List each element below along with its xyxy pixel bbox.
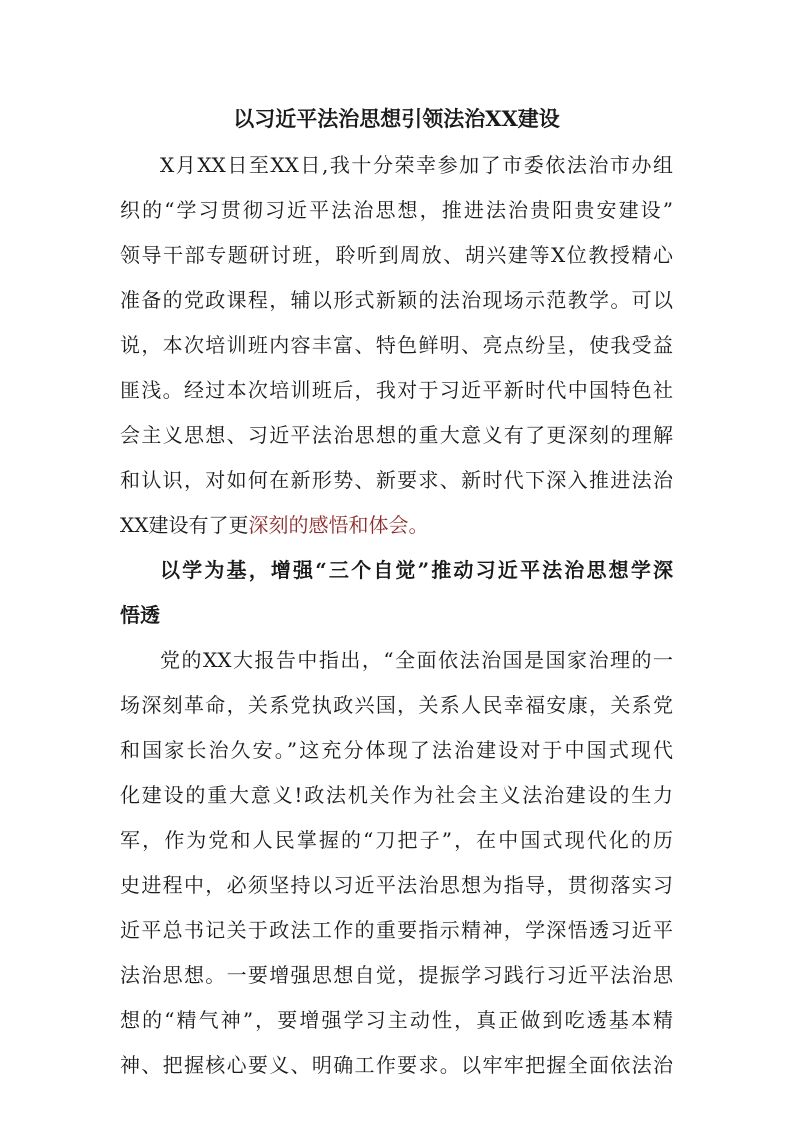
intro-line-3: 领导干部专题研讨班，聆听到周放、胡兴建等X位教授精心 bbox=[120, 243, 673, 267]
body-line-5: 军，作为党和人民掌握的“刀把子”，在中国式现代化的历 bbox=[120, 828, 673, 852]
section-heading-line-2: 悟透 bbox=[120, 603, 160, 627]
body-line-4: 化建设的重大意义!政法机关作为社会主义法治建设的生力 bbox=[120, 783, 673, 807]
body-line-2: 场深刻革命，关系党执政兴国，关系人民幸福安康，关系党 bbox=[120, 693, 673, 717]
intro-line-5: 说，本次培训班内容丰富、特色鲜明、亮点纷呈，使我受益 bbox=[120, 333, 673, 357]
intro-line-6: 匪浅。经过本次培训班后，我对于习近平新时代中国特色社 bbox=[120, 378, 673, 402]
body-line-1: 党的XX大报告中指出，“全面依法治国是国家治理的一 bbox=[160, 648, 673, 672]
body-line-6: 史进程中，必须坚持以习近平法治思想为指导，贯彻落实习 bbox=[120, 873, 673, 897]
intro-line-9 bbox=[120, 510, 673, 540]
intro-line-2: 织的“学习贯彻习近平法治思想，推进法治贵阳贵安建设” bbox=[120, 198, 673, 222]
intro-line-8: 和认识，对如何在新形势、新要求、新时代下深入推进法治 bbox=[120, 468, 673, 492]
body-line-3: 和国家长治久安。”这充分体现了法治建设对于中国式现代 bbox=[120, 738, 673, 762]
document-title: 以习近平法治思想引领法治XX建设 bbox=[233, 106, 560, 131]
body-line-9: 想的“精气神”，要增强学习主动性，真正做到吃透基本精 bbox=[120, 1008, 673, 1032]
intro-line-1: X月XX日至XX日,我十分荣幸参加了市委依法治市办组 bbox=[160, 153, 673, 177]
body-line-10: 神、把握核心要义、明确工作要求。以牢牢把握全面依法治 bbox=[120, 1053, 673, 1077]
body-line-7: 近平总书记关于政法工作的重要指示精神，学深悟透习近平 bbox=[120, 918, 673, 942]
intro-highlight-text: 深刻的感悟和体会。 bbox=[248, 513, 429, 537]
intro-line-7: 会主义思想、习近平法治思想的重大意义有了更深刻的理解 bbox=[120, 423, 673, 447]
intro-line-4: 准备的党政课程，辅以形式新颖的法治现场示范教学。可以 bbox=[120, 288, 673, 312]
section-heading-line-1: 以学为基，增强“三个自觉”推动习近平法治思想学深 bbox=[160, 558, 673, 582]
intro-line-9-plain: XX建设有了更 bbox=[120, 513, 249, 537]
body-line-8: 法治思想。一要增强思想自觉，提振学习践行习近平法治思 bbox=[120, 963, 673, 987]
